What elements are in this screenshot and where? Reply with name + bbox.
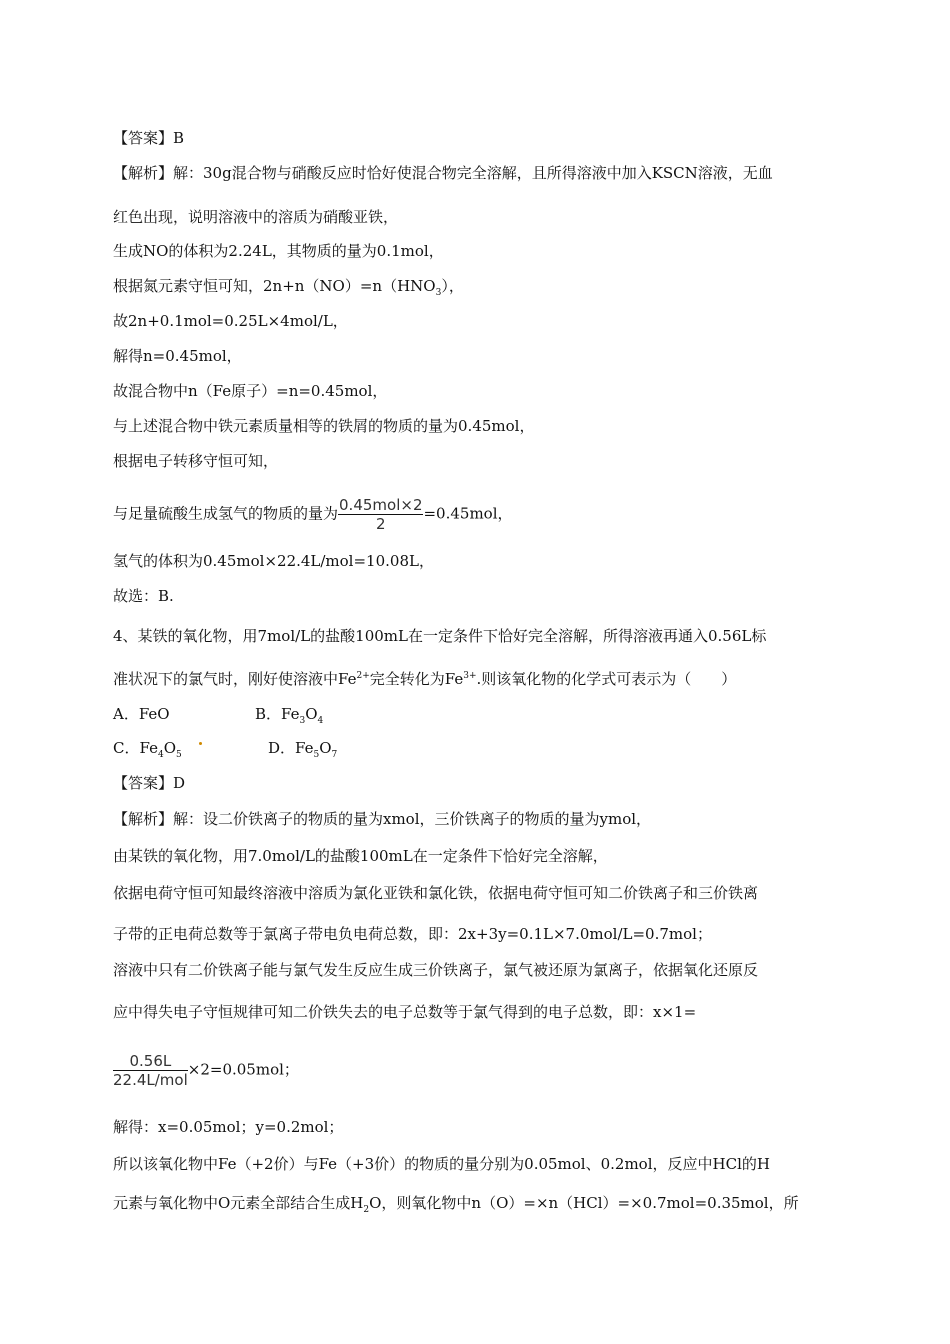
text-segment: 完全转化为Fe [369,670,464,688]
subscript: 5 [176,750,182,760]
text-line: 依据电荷守恒可知最终溶液中溶质为氯化亚铁和氯化铁，依据电荷守恒可知二价铁离子和三价铁离 [113,884,759,902]
fraction-numerator: 0.45mol×2 [339,496,423,514]
subscript: 3 [435,288,442,298]
text-line: 子带的正电荷总数等于氯离子带电负电荷总数，即：2x+3y=0.1L×7.0mol/L=0.7mol； [113,925,712,943]
text-line: 溶液中只有二价铁离子能与氯气发生反应生成三价铁离子，氯气被还原为氯离子，依据氧化还原反 [113,961,759,979]
subscript: 5 [313,750,320,760]
option-a: A．FeO [113,705,170,723]
superscript: 2+ [356,671,370,681]
answer-label-2: 【答案】D [113,774,186,792]
text-segment: ×2=0.05mol； [187,1060,299,1079]
text-segment: O [319,739,332,757]
text-line: 所以该氧化物中Fe（+2价）与Fe（+3价）的物质的量分别为0.05mol、0.2mol，反应中HCl的H [113,1155,770,1173]
answer-label-1: 【答案】B [113,129,185,147]
text-line: 生成NO的体积为2.24L，其物质的量为0.1mol， [113,242,444,260]
text-line: 氢气的体积为0.45mol×22.4L/mol=10.08L， [113,552,434,570]
text-line [113,276,464,303]
fraction-denominator: 22.4L/mol [113,1071,188,1089]
text-segment: ）， [441,277,464,295]
option-c [113,738,182,765]
analysis-line: 【解析】解：30g混合物与硝酸反应时恰好使混合物完全溶解，且所得溶液中加入KSCN溶液，无血 [113,164,773,182]
superscript: 3+ [463,671,477,681]
text-segment: =0.45mol， [423,504,513,523]
text-segment: O [163,739,176,757]
subscript: 4 [317,716,324,726]
text-segment: .则该氧化物的化学式可表示为（ ） [476,670,737,688]
text-segment: O，则氧化物中n（O）=×n（HCl）=×0.7mol=0.35mol，所 [369,1194,799,1212]
text-line: 与上述混合物中铁元素质量相等的铁屑的物质的量为0.45mol， [113,417,535,435]
option-b [255,704,323,731]
text-segment: O [305,705,318,723]
text-segment: 准状况下的氯气时，刚好使溶液中Fe [113,670,357,688]
text-segment: B．Fe [255,705,300,723]
text-line: 由某铁的氧化物，用7.0mol/L的盐酸100mL在一定条件下恰好完全溶解， [113,847,608,865]
fraction [338,496,423,533]
text-line: 应中得失电子守恒规律可知二价铁失去的电子总数等于氯气得到的电子总数，即：x×1= [113,1003,697,1021]
text-line: 红色出现，说明溶液中的溶质为硝酸亚铁， [113,208,399,226]
text-line: 故选：B. [113,587,174,605]
analysis-line: 【解析】解：设二价铁离子的物质的量为xmol，三价铁离子的物质的量为ymol， [113,810,652,828]
text-line: 解得：x=0.05mol；y=0.2mol； [113,1118,344,1136]
text-line [113,1193,799,1220]
text-line: 故2n+0.1mol=0.25L×4mol/L， [113,312,348,330]
text-line-fraction [113,496,513,533]
text-segment: D．Fe [268,739,314,757]
subscript: 4 [157,750,164,760]
text-segment: 与足量硫酸生成氢气的物质的量为 [113,504,339,523]
text-line: 根据电子转移守恒可知， [113,452,279,470]
text-line-fraction [113,1052,299,1089]
subscript: 2 [363,1205,370,1215]
text-line: 解得n=0.45mol， [113,347,242,365]
option-d [268,738,337,765]
fraction-denominator: 2 [375,515,386,533]
fraction-numerator: 0.56L [113,1052,188,1071]
stray-dot [199,742,202,745]
text-segment: 元素与氧化物中O元素全部结合生成H [113,1194,364,1212]
subscript: 3 [299,716,306,726]
subscript: 7 [331,750,338,760]
fraction [113,1052,188,1089]
question-line [113,666,736,689]
text-segment: 根据氮元素守恒可知，2n+n（NO）=n（HNO [113,277,436,295]
question-line: 4、某铁的氧化物，用7mol/L的盐酸100mL在一定条件下恰好完全溶解，所得溶液再通入0.56L标 [113,627,767,645]
text-line: 故混合物中n（Fe原子）=n=0.45mol， [113,382,388,400]
text-segment: C．Fe [113,739,158,757]
